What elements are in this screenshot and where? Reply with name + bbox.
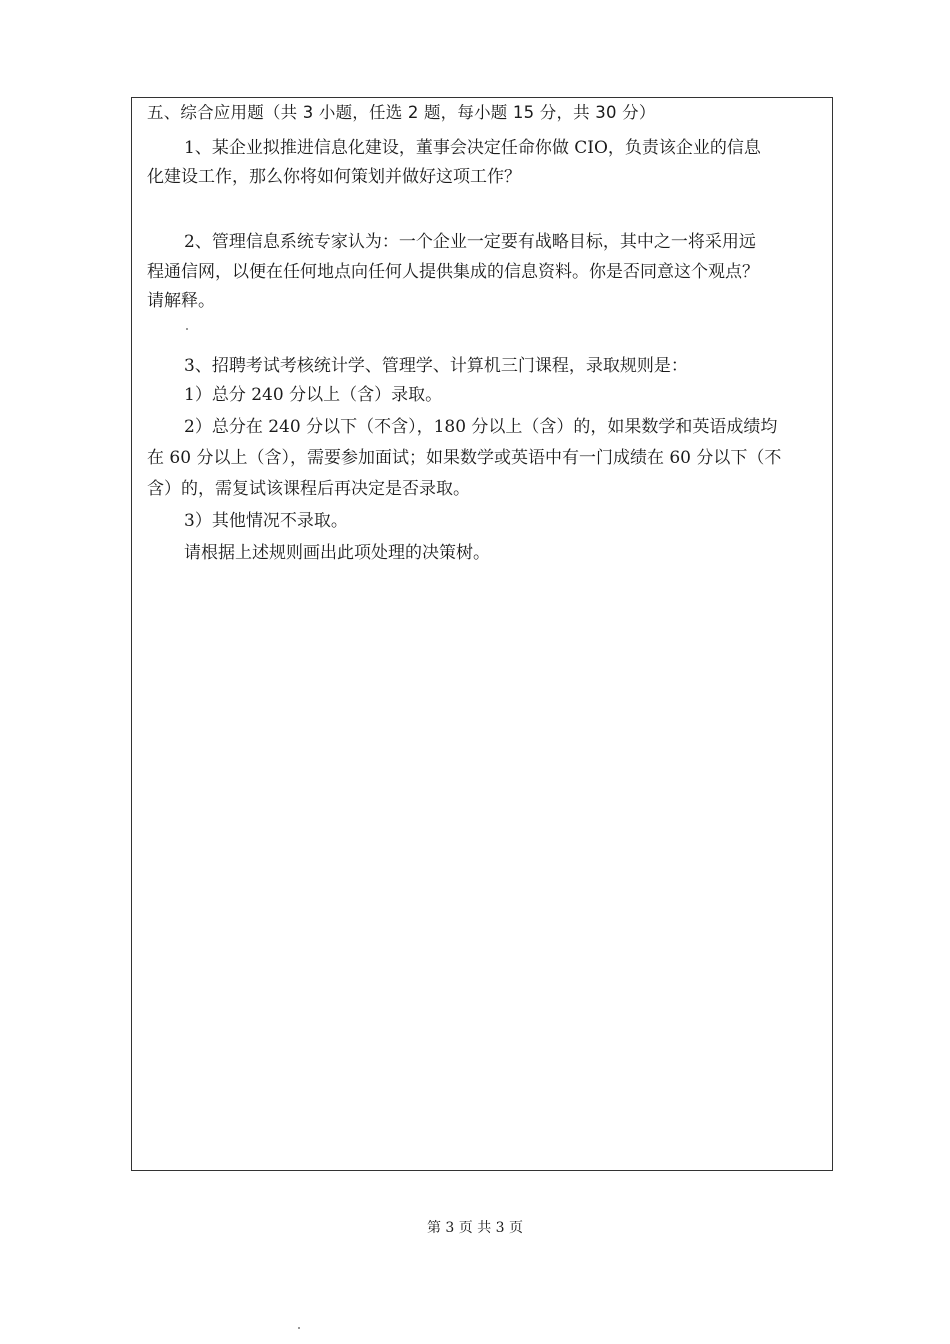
question-3-rule-2-line-3: 含）的，需复试该课程后再决定是否录取。	[147, 479, 470, 499]
section-heading: 五、综合应用题（共 3 小题，任选 2 题，每小题 15 分，共 30 分）	[147, 103, 656, 122]
question-2-line-2: 程通信网，以便在任何地点向任何人提供集成的信息资料。你是否同意这个观点？	[147, 262, 759, 282]
question-3-intro: 3、招聘考试考核统计学、管理学、计算机三门课程，录取规则是：	[184, 356, 688, 376]
question-3-task: 请根据上述规则画出此项处理的决策树。	[184, 543, 490, 563]
scan-speck	[186, 328, 188, 330]
question-2-line-3: 请解释。	[147, 291, 215, 311]
question-1-line-1: 1、某企业拟推进信息化建设，董事会决定任命你做 CIO，负责该企业的信息	[184, 138, 761, 158]
page-footer: 第 3 页 共 3 页	[426, 1220, 524, 1236]
question-3-rule-2-line-1: 2）总分在 240 分以下（不含），180 分以上（含）的，如果数学和英语成绩均	[184, 417, 778, 437]
question-3-rule-2-line-2: 在 60 分以上（含），需要参加面试；如果数学或英语中有一门成绩在 60 分以下（不	[147, 448, 782, 468]
question-3-rule-3: 3）其他情况不录取。	[184, 511, 348, 531]
question-1-line-2: 化建设工作，那么你将如何策划并做好这项工作？	[147, 167, 521, 187]
question-3-rule-1: 1）总分 240 分以上（含）录取。	[184, 385, 443, 405]
question-2-line-1: 2、管理信息系统专家认为：一个企业一定要有战略目标，其中之一将采用远	[184, 232, 756, 252]
scan-speck	[298, 1327, 300, 1329]
